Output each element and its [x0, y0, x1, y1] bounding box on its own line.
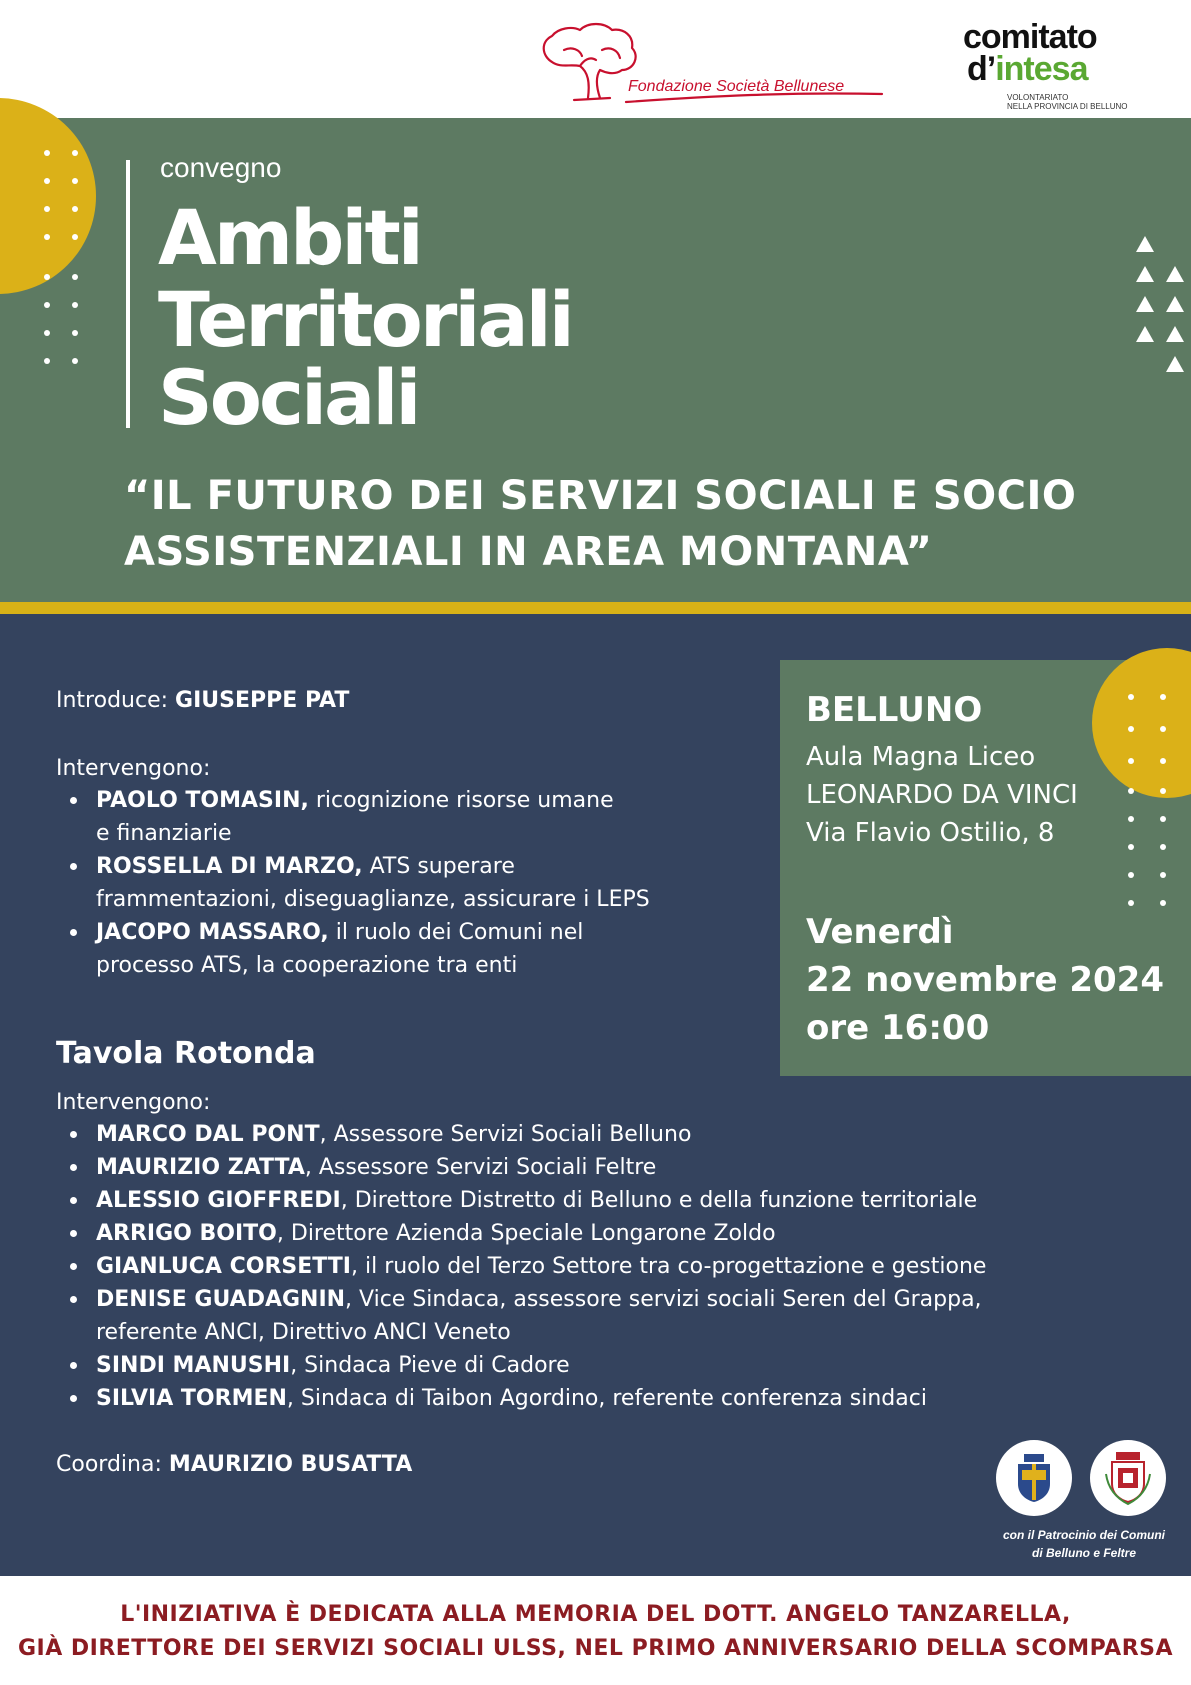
event-kicker: convegno — [160, 152, 282, 183]
participant-role: , Sindaca di Taibon Agordino, referente conferenza sindaci — [286, 1386, 927, 1411]
participant-role: , Direttore Azienda Speciale Longarone Zoldo — [276, 1221, 776, 1246]
subtitle-line2: ASSISTENZIALI IN AREA MONTANA” — [124, 529, 933, 575]
ci-logo-apostrophe: d’ — [967, 50, 996, 88]
participant-role: , Assessore Servizi Sociali Belluno — [319, 1122, 692, 1147]
venue-line2: LEONARDO DA VINCI — [806, 780, 1078, 810]
ci-logo-line2 — [967, 52, 1087, 86]
round-item — [96, 1283, 982, 1316]
bullet-dot — [70, 863, 77, 870]
round-item — [96, 1349, 570, 1382]
dedication-line1: L'INIZIATIVA È DEDICATA ALLA MEMORIA DEL DOTT. ANGELO TANZARELLA, — [120, 1602, 1071, 1627]
round-item — [96, 1217, 776, 1250]
participant-name: MAURIZIO ZATTA — [96, 1155, 305, 1180]
ci-logo-intesa: intesa — [995, 50, 1088, 88]
speakers-label: Intervengono: — [56, 756, 211, 781]
event-weekday: Venerdì — [806, 912, 954, 952]
page-title-line2: Territoriali — [158, 275, 572, 364]
speaker-item-cont: frammentazioni, diseguaglianze, assicurare i LEPS — [96, 887, 650, 912]
participant-role: , Direttore Distretto di Belluno e della funzione territoriale — [340, 1188, 978, 1213]
bullet-dot — [70, 1230, 77, 1237]
decorative-dots-right — [1128, 688, 1188, 928]
bullet-dot — [70, 1395, 77, 1402]
intro-label: Introduce: — [56, 688, 176, 713]
coordinator-label: Coordina: — [56, 1452, 169, 1477]
participant-name: ARRIGO BOITO — [96, 1221, 277, 1246]
round-label: Intervengono: — [56, 1090, 211, 1115]
comitato-intesa-logo — [955, 16, 1155, 112]
intro-line — [56, 684, 349, 717]
event-city: BELLUNO — [806, 690, 983, 730]
round-item — [96, 1118, 691, 1151]
speaker-name: ROSSELLA DI MARZO, — [96, 854, 363, 879]
title-accent-line — [126, 160, 130, 428]
participant-role: , Assessore Servizi Sociali Feltre — [304, 1155, 657, 1180]
page-title-line1: Ambiti — [158, 193, 421, 282]
decorative-dots-left — [44, 150, 114, 380]
coordinator-name: MAURIZIO BUSATTA — [168, 1452, 413, 1477]
subtitle-line1: “IL FUTURO DEI SERVIZI SOCIALI E SOCIO — [124, 473, 1077, 519]
round-item — [96, 1382, 927, 1415]
event-subtitle — [124, 468, 1184, 580]
round-item — [96, 1151, 656, 1184]
participant-role: , Vice Sindaca, assessore servizi sociali Seren del Grappa, — [345, 1287, 982, 1312]
speaker-topic: ricognizione risorse umane — [308, 788, 614, 813]
speaker-name: JACOPO MASSARO, — [96, 920, 329, 945]
speaker-item-cont: processo ATS, la cooperazione tra enti — [96, 953, 518, 978]
footer — [0, 1576, 1191, 1685]
speaker-item — [96, 784, 614, 817]
bullet-dot — [70, 1296, 77, 1303]
bullet-dot — [70, 1362, 77, 1369]
bullet-dot — [70, 1131, 77, 1138]
participant-role: , il ruolo del Terzo Settore tra co-progettazione e gestione — [350, 1254, 987, 1279]
event-time: ore 16:00 — [806, 1008, 990, 1048]
ci-logo-sub1: VOLONTARIATO — [1007, 93, 1069, 102]
patronage-line2: di Belluno e Feltre — [1031, 1546, 1136, 1560]
round-item — [96, 1250, 986, 1283]
round-item — [96, 1184, 977, 1217]
participant-name: SINDI MANUSHI — [96, 1353, 291, 1378]
fondazione-name: Fondazione Società Bellunese — [628, 78, 845, 95]
speaker-item — [96, 916, 583, 949]
bullet-dot — [70, 1197, 77, 1204]
bullet-dot — [70, 1263, 77, 1270]
venue-line3: Via Flavio Ostilio, 8 — [806, 818, 1055, 848]
bullet-dot — [70, 929, 77, 936]
ci-logo-line1: comitato — [963, 18, 1097, 56]
participant-name: MARCO DAL PONT — [96, 1122, 320, 1147]
page-title-line3: Sociali — [158, 353, 419, 442]
participant-role: , Sindaca Pieve di Cadore — [290, 1353, 570, 1378]
round-item-cont: referente ANCI, Direttivo ANCI Veneto — [96, 1320, 511, 1345]
participant-name: SILVIA TORMEN — [96, 1386, 287, 1411]
participant-name: GIANLUCA CORSETTI — [96, 1254, 351, 1279]
speaker-topic: il ruolo dei Comuni nel — [328, 920, 584, 945]
event-date: 22 novembre 2024 — [806, 960, 1164, 1000]
bullet-dot — [70, 1164, 77, 1171]
divider-strip — [0, 602, 1191, 614]
bullet-dot — [70, 797, 77, 804]
venue-line1: Aula Magna Liceo — [806, 742, 1036, 772]
intro-name: GIUSEPPE PAT — [175, 688, 350, 713]
speaker-item-cont: e finanziarie — [96, 821, 232, 846]
participant-name: DENISE GUADAGNIN — [96, 1287, 346, 1312]
header — [0, 0, 1191, 118]
ci-logo-subtitle — [1007, 94, 1128, 112]
speaker-item — [96, 850, 515, 883]
speaker-name: PAOLO TOMASIN, — [96, 788, 309, 813]
patronage-note — [984, 1526, 1184, 1562]
dedication-line2: GIÀ DIRETTORE DEI SERVIZI SOCIALI ULSS, NEL PRIMO ANNIVERSARIO DELLA SCOMPARSA — [17, 1636, 1174, 1661]
fondazione-tree-logo-icon — [530, 20, 900, 110]
coordinator-line — [56, 1448, 412, 1481]
participant-name: ALESSIO GIOFFREDI — [96, 1188, 341, 1213]
round-table-title: Tavola Rotonda — [56, 1036, 316, 1071]
decorative-triangles — [1136, 236, 1191, 406]
ci-logo-sub2: NELLA PROVINCIA DI BELLUNO — [1007, 101, 1128, 111]
patronage-line1: con il Patrocinio dei Comuni — [1002, 1528, 1165, 1542]
belluno-crest-icon — [996, 1440, 1072, 1516]
feltre-crest-icon — [1090, 1440, 1166, 1516]
speaker-topic: ATS superare — [362, 854, 515, 879]
